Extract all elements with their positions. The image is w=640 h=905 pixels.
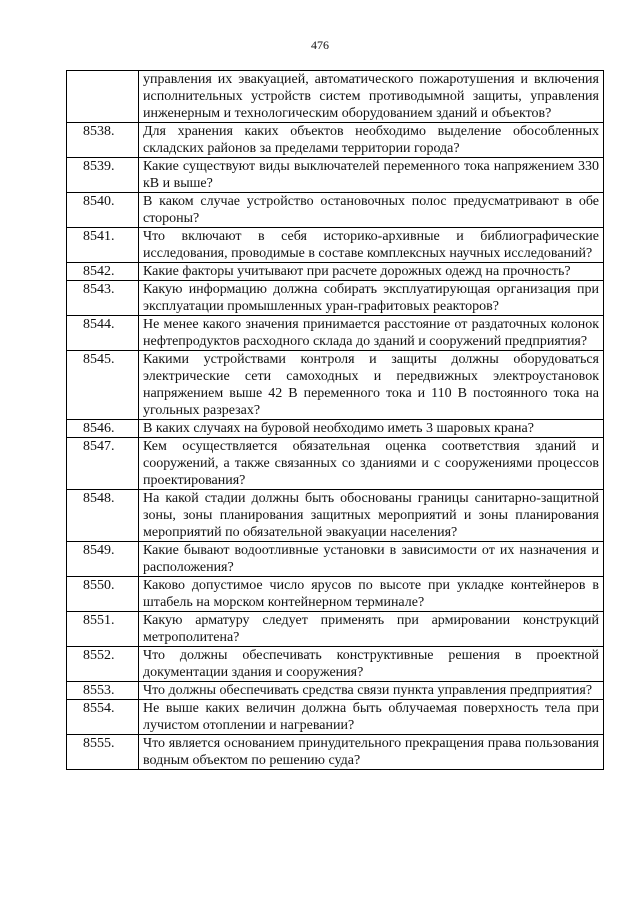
question-text: В каком случае устройство остановочных полос предусматривают в обе стороны? xyxy=(139,193,604,228)
table-row xyxy=(67,71,604,123)
question-text: В каких случаях на буровой необходимо иметь 3 шаровых крана? xyxy=(139,420,604,438)
table-row xyxy=(67,542,604,577)
table-row xyxy=(67,420,604,438)
question-number: 8547. xyxy=(67,438,139,490)
question-number: 8543. xyxy=(67,281,139,316)
question-number: 8546. xyxy=(67,420,139,438)
question-number: 8553. xyxy=(67,682,139,700)
question-text: Что является основанием принудительного прекращения права пользования водным объектом по решению суда? xyxy=(139,735,604,770)
question-text: Какие факторы учитывают при расчете дорожных одежд на прочность? xyxy=(139,263,604,281)
question-text: Какую информацию должна собирать эксплуатирующая организация при эксплуатации промышленных уран-графитовых реакторов? xyxy=(139,281,604,316)
question-number: 8554. xyxy=(67,700,139,735)
table-row xyxy=(67,263,604,281)
question-number: 8555. xyxy=(67,735,139,770)
table-row xyxy=(67,612,604,647)
question-text: Для хранения каких объектов необходимо выделение обособленных складских районов за пределами территории города? xyxy=(139,123,604,158)
table-row xyxy=(67,158,604,193)
question-text: На какой стадии должны быть обоснованы границы санитарно-защитной зоны, зоны планирования защитных мероприятий и зоны планирования мероприятий по обязательной эвакуации населения? xyxy=(139,490,604,542)
table-row xyxy=(67,281,604,316)
table-row xyxy=(67,123,604,158)
questions-table xyxy=(66,70,604,770)
question-number: 8544. xyxy=(67,316,139,351)
table-row xyxy=(67,438,604,490)
question-number: 8538. xyxy=(67,123,139,158)
question-number: 8552. xyxy=(67,647,139,682)
question-number: 8550. xyxy=(67,577,139,612)
table-row xyxy=(67,682,604,700)
question-text: Что должны обеспечивать средства связи пункта управления предприятия? xyxy=(139,682,604,700)
question-text: Не выше каких величин должна быть облучаемая поверхность тела при лучистом отоплении и нагревании? xyxy=(139,700,604,735)
question-number: 8541. xyxy=(67,228,139,263)
question-number: 8549. xyxy=(67,542,139,577)
table-row xyxy=(67,577,604,612)
table-row xyxy=(67,316,604,351)
question-text: Каково допустимое число ярусов по высоте при укладке контейнеров в штабель на морском контейнерном терминале? xyxy=(139,577,604,612)
question-text: Какие существуют виды выключателей переменного тока напряжением 330 кВ и выше? xyxy=(139,158,604,193)
question-text: Не менее какого значения принимается расстояние от раздаточных колонок нефтепродуктов расходного склада до зданий и сооружений предприятия? xyxy=(139,316,604,351)
question-text: Что включают в себя историко-архивные и библиографические исследования, проводимые в составе комплексных научных исследований? xyxy=(139,228,604,263)
table-row xyxy=(67,700,604,735)
question-text: Что должны обеспечивать конструктивные решения в проектной документации здания и сооружения? xyxy=(139,647,604,682)
question-text: Кем осуществляется обязательная оценка соответствия зданий и сооружений, а также связанных со зданиями и с сооружениями процессов проектирования? xyxy=(139,438,604,490)
question-number: 8551. xyxy=(67,612,139,647)
question-text: Какую арматуру следует применять при армировании конструкций метрополитена? xyxy=(139,612,604,647)
table-row xyxy=(67,490,604,542)
table-row xyxy=(67,647,604,682)
table-row xyxy=(67,228,604,263)
table-row xyxy=(67,193,604,228)
table-row xyxy=(67,351,604,420)
question-number: 8542. xyxy=(67,263,139,281)
question-text: Какие бывают водоотливные установки в зависимости от их назначения и расположения? xyxy=(139,542,604,577)
question-number: 8540. xyxy=(67,193,139,228)
page-number: 476 xyxy=(311,38,329,52)
question-number: 8545. xyxy=(67,351,139,420)
question-number xyxy=(67,71,139,123)
question-text: управления их эвакуацией, автоматического пожаротушения и включения исполнительных устройств систем противодымной защиты, управления инженерным и технологическим оборудованием зданий и объектов? xyxy=(139,71,604,123)
question-text: Какими устройствами контроля и защиты должны оборудоваться электрические сети самоходных и передвижных электроустановок напряжением выше 42 В переменного тока и 110 В постоянного тока на угольных разрезах? xyxy=(139,351,604,420)
question-number: 8548. xyxy=(67,490,139,542)
question-number: 8539. xyxy=(67,158,139,193)
table-row xyxy=(67,735,604,770)
